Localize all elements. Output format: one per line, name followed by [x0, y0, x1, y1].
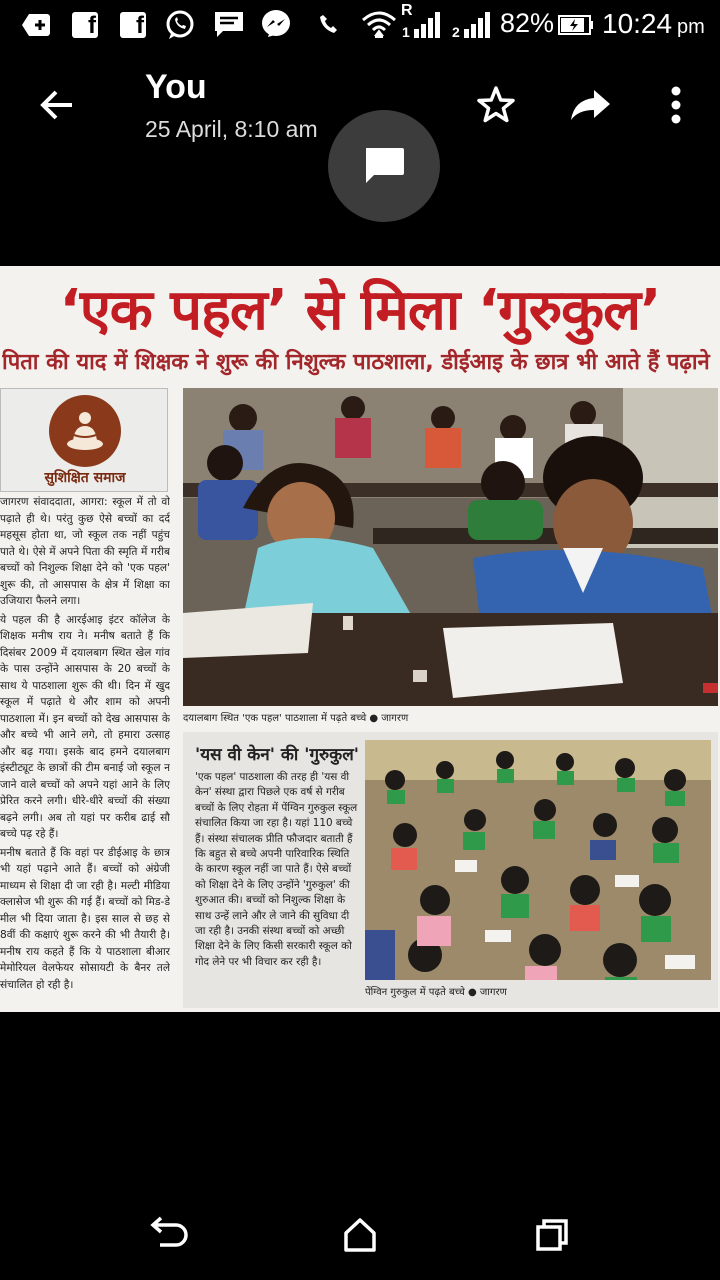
missed-call-icon: [315, 10, 341, 40]
back-nav-icon[interactable]: [143, 1210, 193, 1260]
message-icon: [212, 10, 246, 40]
article-body: [0, 494, 170, 1008]
section-logo-label: सुशिक्षित समाज: [44, 470, 126, 486]
clock-time: 10:24: [602, 8, 673, 39]
plus-icon: [20, 10, 52, 40]
sidebar-story-text: 'एक पहल' पाठशाला की तरह ही 'यस वी केन' संस्था द्वारा पिछले एक वर्ष से गरीब बच्चों के लिए रोहता में पेंग्विन गुरुकुल स्कूल संचालित किया जा रहा है। यहां 110 बच्चे हैं। संस्था संचालक प्रीति फौजदार बताती हैं कि बहुत से बच्चे अपनी पारिवारिक स्थिति के कारण स्कूल नहीं जा पाते हैं। ऐसे बच्चों को शिक्षा देने के लिए उन्होंने 'गुरुकुल' की शुरुआत की। बच्चों को निशुल्क शिक्षा के साथ उन्हें लाने और ले जाने की सुविधा दी जा रही है। उनकी संस्था बच्चों को अच्छी शिक्षा देने के लिए किसी सरकारी स्कूल को गोद लेने पर भी विचार कर रही है।: [195, 771, 358, 968]
photo-caption: पेंग्विन गुरुकुल में पढ़ते बच्चे ● जागरण: [365, 987, 507, 998]
photo-caption: दयालबाग स्थित 'एक पहल' पाठशाला में पढ़ते बच्चे ● जागरण: [183, 713, 409, 724]
facebook-icon: f: [70, 10, 100, 40]
svg-text:2: 2: [452, 24, 460, 39]
article-paragraph: जागरण संवाददाता, आगरा: स्कूल में तो वो पढ़ाते ही थे। परंतु कुछ ऐसे बच्चों का दर्द महसूस होता था, जो स्कूल तक नहीं पहुंच पाते थे। ऐसे में अपने पिता की स्मृति में गरीब बच्चों को निशुल्क शिक्षा देने को 'एक पहल' शुरू की, तो आसपास के क्षेत्र में शिक्षा का उजियारा फैलने लगा।: [0, 496, 170, 607]
battery-percent: 82%: [500, 8, 555, 38]
sidebar-story: [183, 732, 718, 1008]
newspaper-clipping-image[interactable]: [0, 266, 720, 1012]
roaming-label: R: [401, 2, 413, 19]
share-forward-icon[interactable]: [566, 82, 616, 128]
article-subheadline: पिता की याद में शिक्षक ने शुरू की निशुल्क पाठशाला, डीईआइ के छात्र भी आते हैं पढ़ाने: [2, 350, 710, 375]
article-paragraph: ये पहल की है आरईआइ इंटर कॉलेज के शिक्षक मनीष राय ने। मनीष बताते हैं कि दिसंबर 2009 में दयालबाग स्थित खेल गांव के पास उन्होंने आसपास के 20 बच्चों के साथ ये पाठशाला शुरू की थी। दिन में खुद स्कूल में पढ़ाते थे और शाम को अपनी पाठशाला में। इन बच्चों को देख आसपास के और बच्चे भी आने लगे, तो हमारा उत्साह और बढ़ गया। इसके बाद हमने दयालबाग इंस्टीट्यूट के छात्रों की टीम बनाई जो स्कूल न जाने वाले बच्चों को अपने यहां आने के लिए प्रेरित करने लगी। धीरे-धीरे बच्चों की संख्या बढ़ने लगी। अब तो यहां पर करीब ढाई सौ बच्चे पढ़ रहे हैं।: [0, 613, 170, 840]
classroom-photo: [183, 388, 718, 706]
whatsapp-icon: [163, 10, 197, 40]
message-fab-button[interactable]: [328, 110, 440, 222]
article-paragraph: मनीष बताते हैं कि वहां पर डीईआइ के छात्र भी यहां पढ़ाने आते हैं। बच्चों को अंग्रेजी माध्यम से शिक्षा दी जा रही है। मल्टी मीडिया क्लासेज भी शुरू की गई हैं। बच्चों को मिड-डे मील भी दिया जाता है। इस साल से छह से 8वीं की कक्षाएं शुरू करने की भी तैयारी है। मनीष राय कहते हैं कि ये पाठशाला बीआर मेमोरियल वेलफेयर सोसायटी के बैनर तले संचालित हो रही है।: [0, 846, 170, 991]
meditation-icon: [49, 395, 121, 467]
wifi-icon: [360, 10, 398, 40]
article-headline: ‘एक पहल’ से मिला ‘गुरुकुल’: [59, 278, 661, 343]
signal-icon-2: [452, 10, 494, 40]
battery-icon: [558, 10, 594, 40]
sender-name: You: [145, 68, 207, 106]
facebook-icon: f: [118, 10, 148, 40]
navigation-bar: [0, 1190, 720, 1280]
message-timestamp: 25 April, 8:10 am: [145, 116, 318, 142]
status-bar: [0, 0, 720, 50]
chat-bubble-icon: [362, 145, 406, 187]
svg-text:1: 1: [402, 24, 410, 39]
star-icon[interactable]: [473, 82, 519, 128]
section-logo: [0, 388, 168, 492]
signal-icon: [402, 10, 444, 40]
outdoor-school-photo: [365, 740, 711, 980]
more-options-icon[interactable]: [656, 80, 696, 130]
sidebar-story-title: 'यस वी केन' की 'गुरुकुल': [195, 745, 359, 765]
messenger-icon: [258, 10, 294, 40]
home-nav-icon[interactable]: [335, 1210, 385, 1260]
clock-ampm: pm: [677, 16, 705, 38]
back-arrow-icon[interactable]: [34, 82, 80, 128]
recent-apps-icon[interactable]: [527, 1210, 577, 1260]
